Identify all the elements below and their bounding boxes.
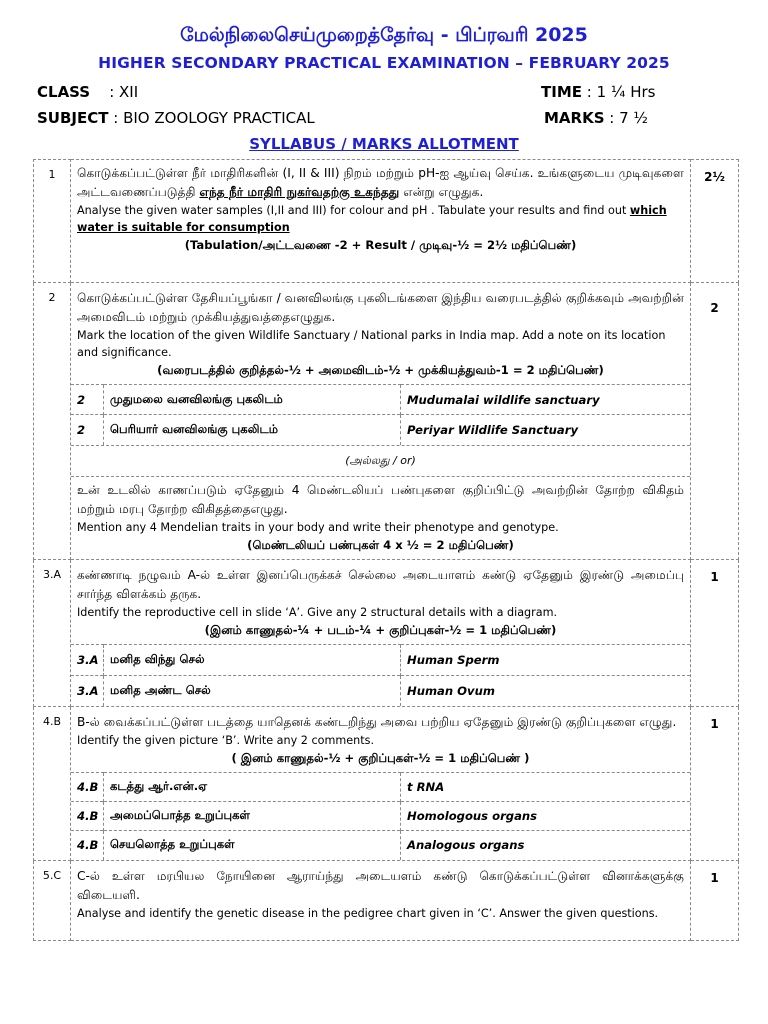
marking-scheme: (இனம் காணுதல்-¼ + படம்-¼ + குறிப்புகள்-½ = 1 மதிப்பெண்) xyxy=(204,622,557,637)
question-marks: 1 xyxy=(691,707,739,861)
time-value: : 1 ¼ Hrs xyxy=(586,83,656,101)
specimen-code: 4.B xyxy=(71,831,104,860)
question-number: 4.B xyxy=(34,707,71,861)
specimen-name-tamil: அமைப்பொத்த உறுப்புகள் xyxy=(104,802,401,831)
question-text-tamil: B-ல் வைக்கப்பட்டுள்ள படத்தை யாதெனக் கண்டறிந்து அவை பற்றிய ஏதேனும் இரண்டு குறிப்புகளை எழுது. xyxy=(77,715,677,729)
question-marks: 2½ xyxy=(691,160,739,283)
question-content xyxy=(71,283,691,560)
subject-value: : BIO ZOOLOGY PRACTICAL xyxy=(113,109,315,127)
question-row-5c xyxy=(34,860,739,940)
specimen-row xyxy=(71,831,690,860)
question-marks: 1 xyxy=(691,860,739,940)
question-text-tamil: C-ல் உள்ள மரபியல நோயினை ஆராய்ந்து அடையளம் கண்டு கொடுக்கப்பட்டுள்ள வினாக்களுக்கு விடையளி. xyxy=(77,868,684,902)
question-content xyxy=(71,559,691,707)
specimen-list xyxy=(71,384,690,445)
question-content xyxy=(71,860,691,940)
question-row-4b xyxy=(34,707,739,861)
specimen-list xyxy=(71,644,690,707)
specimen-name-english: Human Ovum xyxy=(401,675,691,706)
question-marks: 2 xyxy=(691,283,739,560)
class-value: : XII xyxy=(109,83,139,101)
question-content xyxy=(71,707,691,861)
marking-scheme: ( இனம் காணுதல்-½ + குறிப்புகள்-½ = 1 மதிப்பெண் ) xyxy=(231,751,530,765)
question-row-3a xyxy=(34,559,739,707)
question-text-english: Analyse and identify the genetic disease in the pedigree chart given in ‘C’. Answer the given questions. xyxy=(77,906,659,920)
question-key-phrase-tamil: எந்த நீர் மாதிரி நுகர்வதற்கு உகந்தது xyxy=(199,185,400,199)
specimen-name-english: Mudumalai wildlife sanctuary xyxy=(401,385,691,415)
alternative-text-tamil: உன் உடலில் காணப்படும் ஏதேனும் 4 மெண்டலியப் பண்புகளை குறிப்பிட்டு அவற்றின் தோற்ற விகிதம் மற்றும் மரபு தோற்ற விகிதத்தைஎழுது. xyxy=(77,482,684,516)
marking-scheme: (Tabulation/அட்டவணை -2 + Result / முடிவு-½ = 2½ மதிப்பெண்) xyxy=(184,238,577,252)
specimen-name-tamil: கடத்து ஆர்.என்.ஏ xyxy=(104,773,401,802)
alternative-text-english: Mention any 4 Mendelian traits in your body and write their phenotype and genotype. xyxy=(77,520,559,534)
specimen-code: 3.A xyxy=(71,644,104,675)
time-label: TIME xyxy=(541,83,582,101)
specimen-code: 2 xyxy=(71,415,104,445)
specimen-row xyxy=(71,415,690,445)
syllabus-heading: SYLLABUS / MARKS ALLOTMENT xyxy=(249,135,519,153)
question-number: 3.A xyxy=(34,559,71,707)
marks-label: MARKS xyxy=(544,109,605,127)
question-text-english: Analyse the given water samples (I,II and III) for colour and pH . Tabulate your results and find out which water is suitable for consumption xyxy=(77,204,667,234)
marks-value: : 7 ½ xyxy=(609,109,648,127)
specimen-list xyxy=(71,772,690,860)
class-label: CLASS xyxy=(37,83,91,101)
specimen-row xyxy=(71,644,690,675)
question-marks: 1 xyxy=(691,559,739,707)
alternative-marking-scheme: (மெண்டலியப் பண்புகள் 4 x ½ = 2 மதிப்பெண்) xyxy=(247,537,514,552)
question-content xyxy=(71,160,691,283)
specimen-name-english: Periyar Wildlife Sanctuary xyxy=(401,415,691,445)
title-english: HIGHER SECONDARY PRACTICAL EXAMINATION – FEBRUARY 2025 xyxy=(98,54,670,72)
specimen-name-english: Analogous organs xyxy=(401,831,691,860)
question-row-1 xyxy=(34,160,739,283)
specimen-code: 4.B xyxy=(71,773,104,802)
specimen-row xyxy=(71,802,690,831)
marks-allotment-table xyxy=(33,159,739,941)
question-number: 1 xyxy=(34,160,71,283)
or-separator: (அல்லது / or) xyxy=(71,445,690,476)
specimen-row xyxy=(71,675,690,706)
specimen-name-tamil: பெரியார் வனவிலங்கு புகலிடம் xyxy=(104,415,401,445)
question-number: 5.C xyxy=(34,860,71,940)
marks-info xyxy=(544,109,648,127)
question-text-tamil: கொடுக்கப்பட்டுள்ள நீர் மாதிரிகளின் (I, II & III) நிறம் மற்றும் pH-ஐ ஆய்வு செய்க. உங்களுடைய முடிவுகளை அட்டவணைப்படுத்தி எந்த நீர் மாதிரி நுகர்வதற்கு உகந்தது என்று எழுதுக. xyxy=(77,166,684,199)
question-text-tamil: கண்ணாடி நழுவம் A-ல் உள்ள இனப்பெருக்கச் செல்லை அடையாளம் கண்டு ஏதேனும் இரண்டு அமைப்பு சார்ந்த விளக்கம் தருக. xyxy=(77,567,684,601)
specimen-name-english: Human Sperm xyxy=(401,644,691,675)
question-text-tamil: கொடுக்கப்பட்டுள்ள தேசியப்பூங்கா / வனவிலங்கு புகலிடங்களை இந்திய வரைபடத்தில் குறிக்கவும் அவற்றின் அமைவிடம் மற்றும் முக்கியத்துவத்தைஎழுதுக. xyxy=(77,291,684,324)
specimen-code: 2 xyxy=(71,385,104,415)
time-info xyxy=(541,83,655,101)
question-key-phrase-english: which water is suitable for consumption xyxy=(77,204,667,234)
specimen-name-english: Homologous organs xyxy=(401,802,691,831)
specimen-code: 4.B xyxy=(71,802,104,831)
specimen-row xyxy=(71,385,690,415)
alternative-question xyxy=(71,476,690,559)
specimen-name-tamil: முதுமலை வனவிலங்கு புகலிடம் xyxy=(104,385,401,415)
question-number: 2 xyxy=(34,283,71,560)
specimen-code: 3.A xyxy=(71,675,104,706)
question-text-english: Mark the location of the given Wildlife Sanctuary / National parks in India map. Add a note on its location and significance. xyxy=(77,329,666,359)
specimen-name-tamil: மனித விந்து செல் xyxy=(104,644,401,675)
question-text-english: Identify the reproductive cell in slide ‘A’. Give any 2 structural details with a diagram. xyxy=(77,605,558,619)
question-text-english: Identify the given picture ‘B’. Write any 2 comments. xyxy=(77,734,375,747)
title-tamil: மேல்நிலைசெய்முறைத்தேர்வு - பிப்ரவரி 2025 xyxy=(180,24,588,46)
subject-label: SUBJECT xyxy=(37,109,109,127)
question-row-2 xyxy=(34,283,739,560)
specimen-name-tamil: மனித அண்ட செல் xyxy=(104,675,401,706)
specimen-row xyxy=(71,773,690,802)
subject-info xyxy=(37,109,315,127)
marking-scheme: (வரைபடத்தில் குறித்தல்-½ + அமைவிடம்-½ + முக்கியத்துவம்-1 = 2 மதிப்பெண்) xyxy=(157,363,604,377)
class-info xyxy=(37,83,138,101)
specimen-name-english: t RNA xyxy=(401,773,691,802)
specimen-name-tamil: செயலொத்த உறுப்புகள் xyxy=(104,831,401,860)
